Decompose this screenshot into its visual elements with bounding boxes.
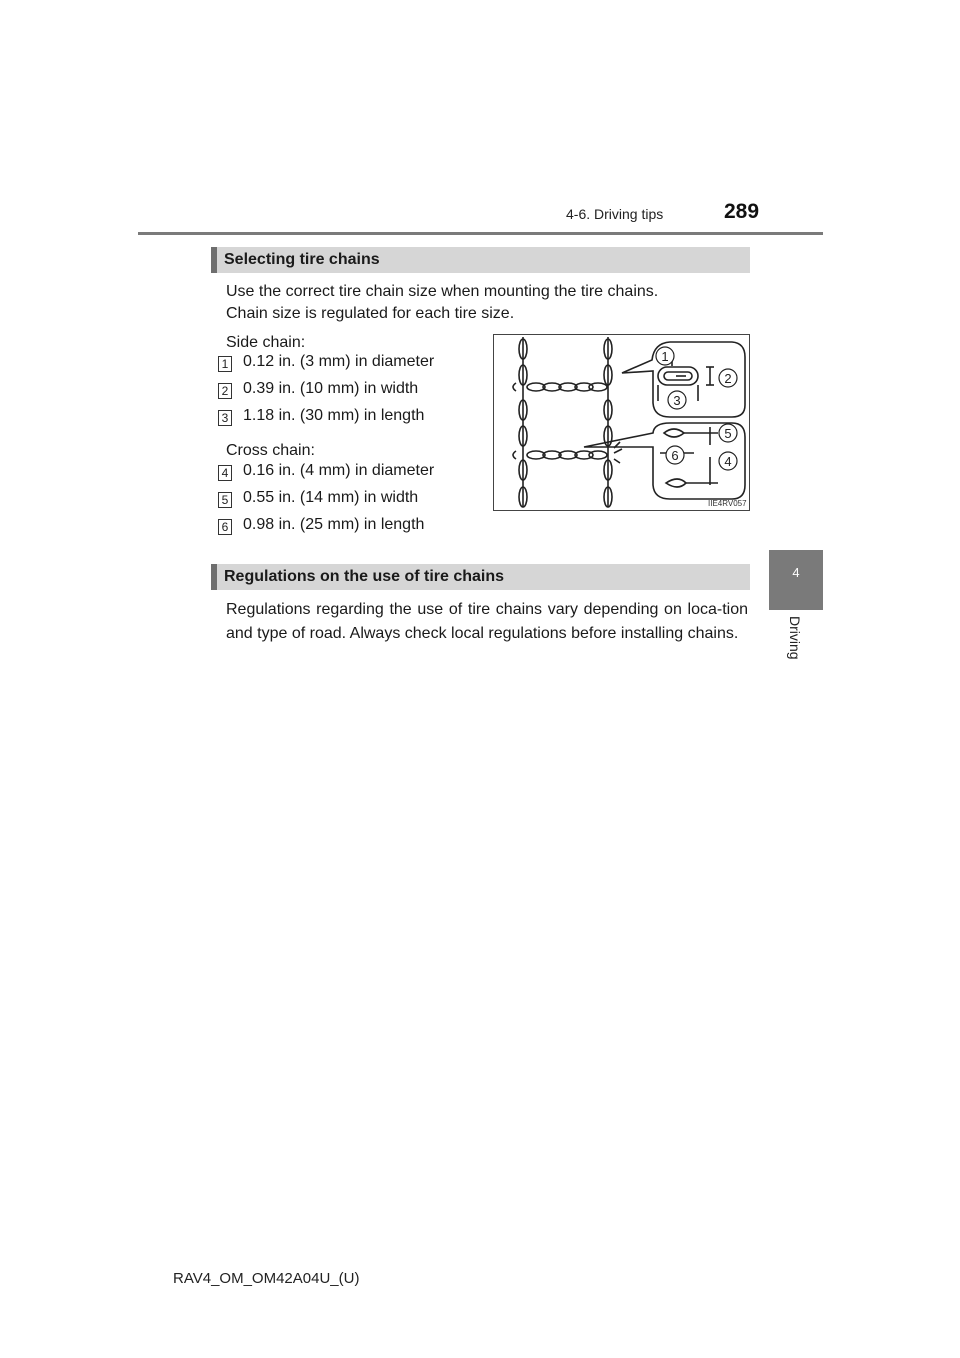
callout-number-4: 4 [218, 465, 232, 481]
document-id: RAV4_OM_OM42A04U_(U) [173, 1270, 360, 1287]
figure-callout-5: 5 [724, 426, 732, 441]
figure-callout-3: 3 [673, 393, 681, 408]
section-heading-selecting [211, 247, 750, 273]
spec-cross-length: 0.98 in. (25 mm) in length [243, 516, 425, 533]
spec-side-width: 0.39 in. (10 mm) in width [243, 380, 419, 397]
section-title: Regulations on the use of tire chains [224, 568, 505, 585]
figure-callout-2: 2 [724, 371, 732, 386]
figure-code: IIE4RV057 [708, 499, 747, 508]
callout-number-2: 2 [218, 383, 232, 399]
intro-line-1: Use the correct tire chain size when mounting the tire chains. [226, 283, 659, 300]
spec-side-diameter: 0.12 in. (3 mm) in diameter [243, 353, 435, 370]
section-breadcrumb: 4-6. Driving tips [566, 206, 664, 222]
figure-callout-6: 6 [671, 448, 679, 463]
chapter-tab [769, 550, 823, 610]
upper-cross-chain [527, 383, 607, 391]
lower-cross-chain [527, 451, 607, 459]
callout-number-5: 5 [218, 492, 232, 508]
chapter-tab-number: 4 [792, 565, 800, 580]
spec-cross-diameter: 0.16 in. (4 mm) in diameter [243, 462, 435, 479]
section-heading-regulations [211, 564, 750, 590]
intro-line-2: Chain size is regulated for each tire size. [226, 305, 515, 322]
section-title: Selecting tire chains [224, 251, 380, 268]
figure-callout-4: 4 [724, 454, 732, 469]
page-number: 289 [724, 200, 760, 223]
regulations-paragraph: Regulations regarding the use of tire chains vary depending on loca-tion and type of road. Always check local regulations before installing chains. [226, 601, 748, 642]
left-vertical-chain [519, 337, 527, 507]
cross-chain-label: Cross chain: [226, 442, 315, 459]
right-vertical-chain [604, 337, 612, 507]
chapter-tab-label: Driving [787, 616, 803, 660]
callout-number-6: 6 [218, 519, 232, 535]
callout-number-3: 3 [218, 410, 232, 426]
spec-cross-width: 0.55 in. (14 mm) in width [243, 489, 419, 506]
spec-side-length: 1.18 in. (30 mm) in length [243, 407, 425, 424]
tire-chain-illustration [493, 334, 750, 511]
side-chain-label: Side chain: [226, 334, 306, 351]
callout-number-1: 1 [218, 356, 232, 372]
header-divider [138, 232, 823, 235]
figure-callout-1: 1 [661, 349, 669, 364]
